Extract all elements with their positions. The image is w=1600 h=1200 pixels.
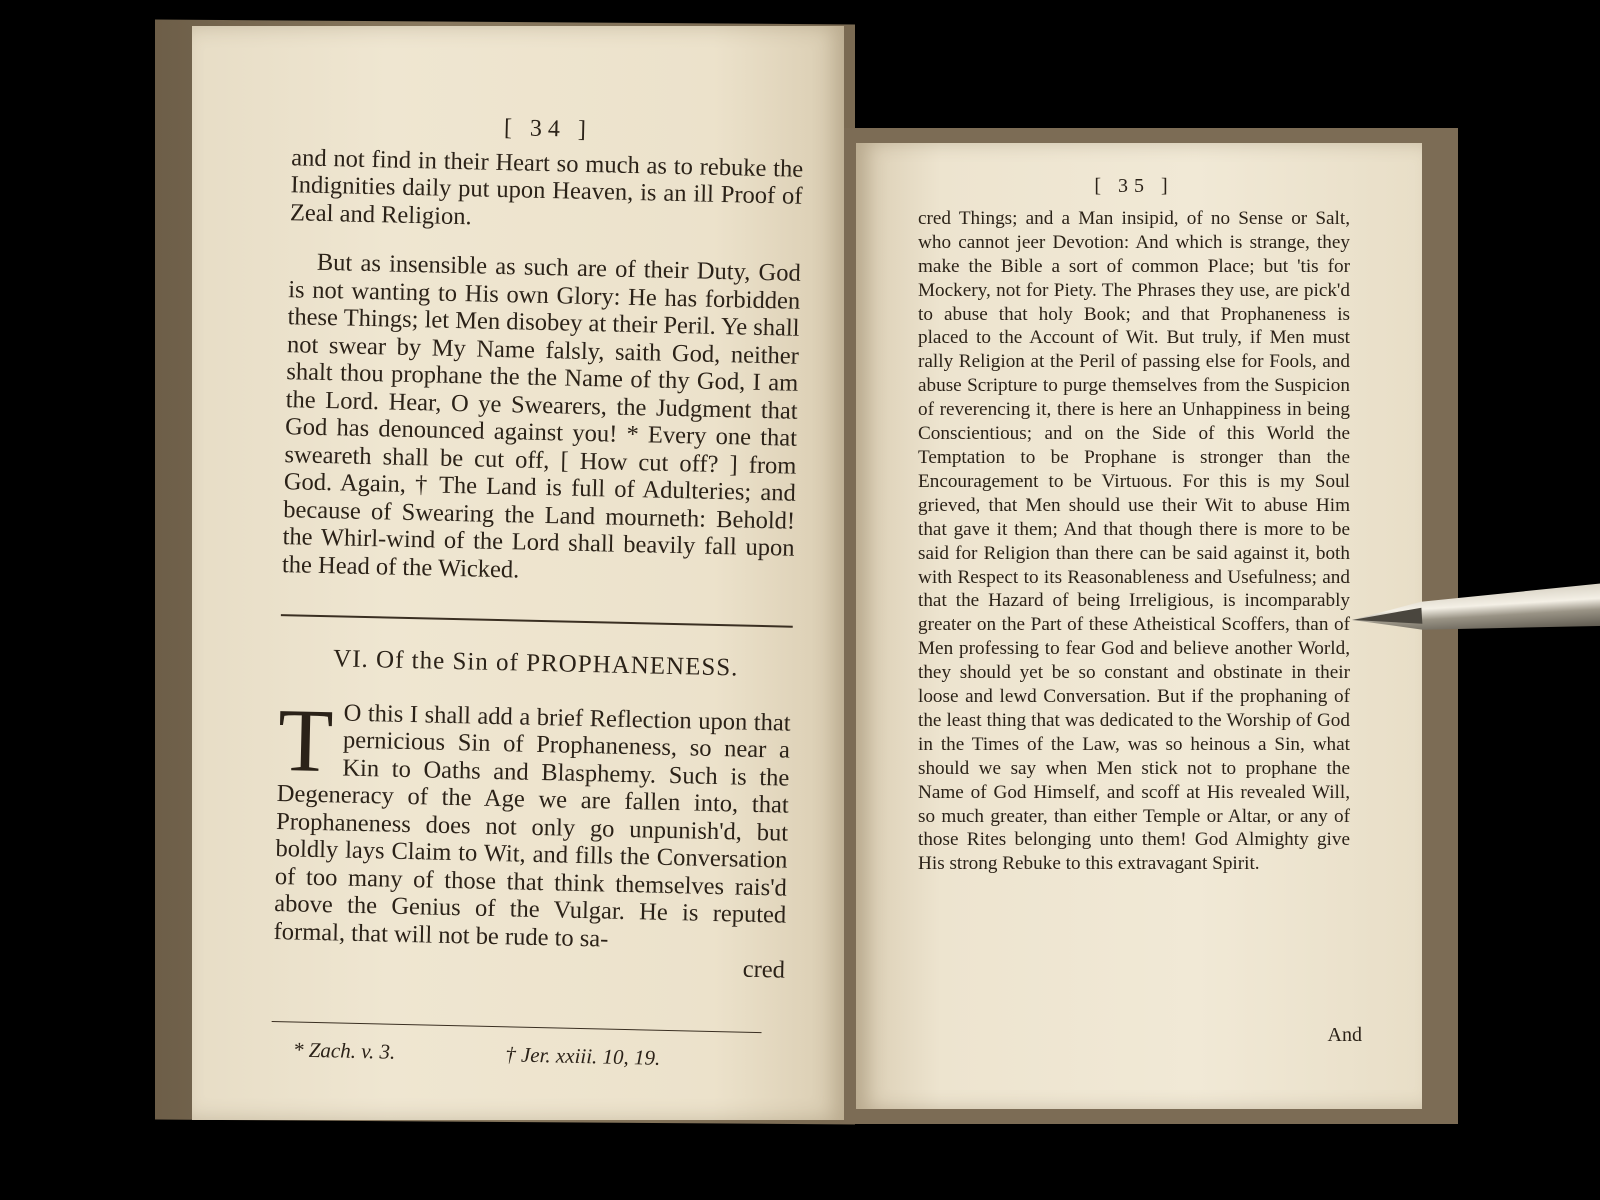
left-para-3 [273,690,791,957]
right-para [918,207,1350,876]
footnotes [271,1035,783,1074]
footnote-jer: † Jer. xxiii. 10, 19. [504,1041,661,1070]
footnote-zach: * Zach. v. 3. [292,1036,396,1064]
left-para-2 [282,248,801,590]
drop-cap: T [276,690,335,791]
left-catchword: cred [742,955,786,984]
page-number-34: [ 34 ] [503,115,593,144]
page-number-35: [ 35 ] [1094,175,1174,197]
section-rule [281,614,793,628]
right-catchword: And [1327,1024,1362,1046]
footnote-rule [272,1020,762,1032]
right-page-text-block [918,175,1350,876]
right-page [856,143,1422,1109]
left-para-1-text: and not find in their Heart so much as to rebuke the Indignities daily put upon Heaven, is an ill Proof of Zeal and Religion. [289,143,804,230]
left-para-1 [290,144,804,238]
left-page [192,26,844,1120]
left-page-text-block [270,110,805,1121]
left-para-3-text: O this I shall add a brief Reflection upon that pernicious Sin of Prophaneness, so near a Kin to Oaths and Blasphemy. Such is the Degeneracy of the Age we are fallen into, that Prophaneness does not only go unpunish'd, but boldly lays Claim to Wit, and fills the Conversation of too many of those that think themselves rais'd above the Genius of the Vulgar. He is reputed formal, that will not be rude to sa- [273,699,791,953]
left-para-2-text: But as insensible as such are of their Duty, God is not wanting to His own Glory: He has forbidden these Things; let Men disobey at their Peril. Ye shall not swear by My Name falsly, saith God, neither shalt thou prophane the the Name of thy God, I am the Lord. Hear, O ye Swearers, the Judgment that God has denounced against you! * Every one that sweareth shall be cut off, [ How cut off? ] from God. Again, † The Land is full of Adulteries; and because of Swearing the Land mourneth: Behold! the Whirl-wind of the Lord shall beavily fall upon the Head of the Wicked. [281,248,802,583]
section-heading: VI. Of the Sin of PROPHANENESS. [332,645,739,682]
right-para-text: cred Things; and a Man insipid, of no Sense or Salt, who cannot jeer Devotion: And which is strange, they make the Bible a sort of common Place; but 'tis for Mockery, not for Piety. The Phrases they use, are pick'd to abuse that holy Book; and that Prophaneness is placed to the Account of Wit. But truly, if Men must rally Religion at the Peril of passing else for Fools, and abuse Scripture to purge themselves from the Suspicion of reverencing it, there is here an Unhappiness in being Conscientious; and on the Side of this World the Temptation to be Prophane is stronger than the Encouragement to be Virtuous. For this is my Soul grieved, that Men should use their Wit to abuse Him that gave it them; And that though there is more to be said for Religion than there can be said against it, both with Respect to its Reasonableness and Usefulness; and that the Hazard of being Irreligious, is incomparably greater on the Part of these Atheistical Scoffers, than of Men professing to fear God and believe another World, they should yet be so constant and obstinate in their loose and lewd Conversation. But if the prophaning of the least thing that was dedicated to the Worship of God in the Times of the Law, was so heinous a Sin, what should we say when Men stick not to prophane the Name of God Himself, and scoff at His revealed Will, so much greater, than either Temple or Altar, or any of those Rites belonging unto them! God Almighty give His strong Rebuke to this extravagant Spirit. [918,207,1350,875]
